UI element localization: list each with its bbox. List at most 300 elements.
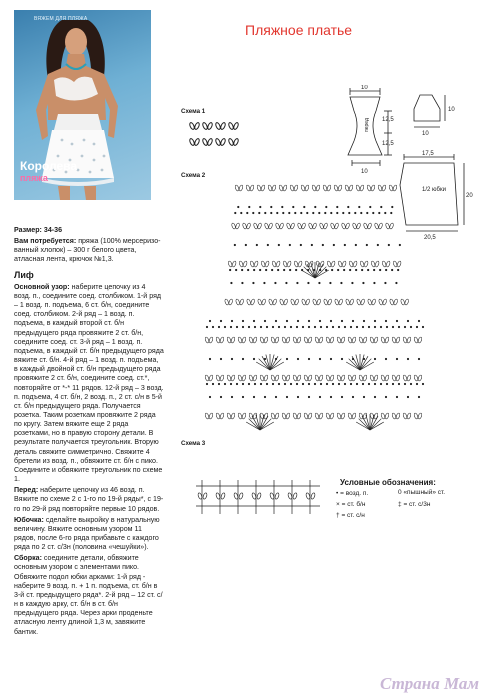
puff-stitch — [418, 337, 423, 344]
chain-stitch — [230, 326, 232, 328]
puff-stitch — [286, 223, 291, 230]
chain-stitch — [292, 206, 294, 208]
chain-stitch — [289, 269, 291, 271]
chain-stitch — [325, 206, 327, 208]
puff-stitch — [233, 138, 239, 146]
chain-stitch — [398, 383, 400, 385]
chain-stitch — [367, 269, 369, 271]
puff-stitch — [294, 261, 299, 268]
chain-stitch — [278, 326, 280, 328]
chain-stitch — [374, 358, 376, 360]
puff-stitch — [261, 185, 266, 192]
chain-stitch — [275, 320, 277, 322]
puff-stitch — [382, 261, 387, 268]
chain-stitch — [348, 212, 350, 214]
chain-stitch — [242, 358, 244, 360]
chain-stitch — [308, 396, 310, 398]
chain-stitch — [283, 269, 285, 271]
chain-stitch — [224, 383, 226, 385]
chain-stitch — [242, 396, 244, 398]
puff-stitch — [209, 375, 214, 382]
puff-stitch — [268, 223, 273, 230]
pattern-value: наберите цепочку из 4 возд. п., соедините соед. столбиком. 1-й ряд – 1 возд. п. подъема, 6 ст. б/н, соедините соед. столбиком. 2-й ряд – 1 возд. п. подъема, в каждый второй ст. б/н предыдущего ряда провяжите 2 ст. б/н, соедините соед. ст. 3-й ряд – 1 возд. п. подъема, в каждый ст. б/н предыдущего ряда вяжите ст. б/н. 4-й ряд – 1 возд. п. подъема, в каждый двойной ст. б/н предыдущего ряда провяжите 2 ст. б/н, соедините соед. ст.*, повторяйте от *-* 11 рядов. 12-й ряд – 3 возд. п. подъема, 4 ст. б/н, 2 возд. п., 2 ст. с/н в 5-й ст. б/н предыдущего ряда. Получается розетка. Таким розеткам провяжите 2 ряда по кругу. Затем вяжите еще 2 ряда розетками, но в правую сторону детали. В результате получается треугольник. Вторую деталь свяжите симметрично. Свяжите 4 бретели из возд. п., обвяжите ст. б/н с пико. Соедините и обвяжите треугольник по схеме 1. — [14, 282, 164, 484]
puff-stitch — [371, 299, 376, 306]
puff-stitch — [382, 299, 387, 306]
chain-stitch — [236, 383, 238, 385]
chain-stitch — [220, 320, 222, 322]
scheme1-diagram — [186, 118, 244, 156]
puff-stitch — [400, 299, 405, 306]
puff-stitch — [254, 261, 259, 268]
chain-stitch — [336, 206, 338, 208]
puff-stitch — [352, 223, 357, 230]
puff-stitch — [220, 375, 225, 382]
chain-stitch — [398, 326, 400, 328]
chain-stitch — [322, 244, 324, 246]
chain-stitch — [395, 282, 397, 284]
puff-stitch — [359, 413, 364, 420]
chain-stitch — [270, 206, 272, 208]
cover-top-text: ВЯЖЕМ ДЛЯ ПЛЯЖА — [34, 16, 88, 22]
chain-stitch — [372, 212, 374, 214]
puff-stitch — [360, 185, 365, 192]
chain-stitch — [286, 396, 288, 398]
chain-stitch — [270, 212, 272, 214]
chain-stitch — [341, 320, 343, 322]
chain-stitch — [360, 212, 362, 214]
p1-label: перед — [364, 118, 370, 132]
puff-stitch — [364, 261, 369, 268]
chain-stitch — [300, 244, 302, 246]
p3-right: 20 — [466, 193, 473, 199]
puff-stitch — [331, 261, 336, 268]
puff-stitch — [327, 185, 332, 192]
puff-stitch — [397, 261, 402, 268]
chain-stitch — [385, 269, 387, 271]
chain-stitch — [206, 383, 208, 385]
puff-stitch — [228, 261, 233, 268]
chain-stitch — [231, 358, 233, 360]
chain-stitch — [344, 326, 346, 328]
puff-stitch — [283, 299, 288, 306]
legend-item-tr — [398, 501, 430, 508]
chain-stitch — [418, 320, 420, 322]
puff-stitch — [403, 413, 408, 420]
puff-stitch — [242, 375, 247, 382]
puff-stitch — [337, 413, 342, 420]
chain-stitch — [285, 282, 287, 284]
chain-stitch — [294, 212, 296, 214]
puff-stitch — [207, 122, 213, 130]
chain-stitch — [252, 282, 254, 284]
puff-stitch — [367, 299, 372, 306]
puff-stitch — [239, 261, 244, 268]
puff-stitch — [315, 413, 320, 420]
chain-stitch — [319, 358, 321, 360]
scheme3-diagram — [190, 474, 330, 524]
chain-stitch — [248, 326, 250, 328]
puff-stitch — [283, 261, 288, 268]
chain-stitch — [404, 326, 406, 328]
chain-stitch — [407, 396, 409, 398]
puff-stitch — [374, 223, 379, 230]
chain-stitch — [288, 212, 290, 214]
chain-stitch — [396, 320, 398, 322]
chain-stitch — [272, 383, 274, 385]
puff-stitch — [216, 413, 221, 420]
puff-stitch — [341, 375, 346, 382]
chain-stitch — [245, 244, 247, 246]
chain-stitch — [212, 326, 214, 328]
chain-stitch — [260, 383, 262, 385]
puff-stitch — [297, 223, 302, 230]
scheme3-motif — [269, 480, 279, 514]
puff-stitch — [205, 375, 210, 382]
chain-stitch — [386, 326, 388, 328]
puff-stitch — [342, 261, 347, 268]
chain-stitch — [266, 326, 268, 328]
chain-stitch — [212, 383, 214, 385]
chain-stitch — [333, 244, 335, 246]
puff-stitch — [323, 299, 328, 306]
chain-stitch — [350, 326, 352, 328]
chain-stitch — [271, 269, 273, 271]
section-heading-lif: Лиф — [14, 269, 34, 280]
puff-stitch — [268, 299, 273, 306]
chain-stitch — [369, 206, 371, 208]
puff-stitch — [356, 299, 361, 306]
chain-stitch — [363, 396, 365, 398]
puff-stitch — [297, 413, 302, 420]
chain-stitch — [396, 396, 398, 398]
puff-stitch — [239, 299, 244, 306]
chain-stitch — [332, 383, 334, 385]
puff-stitch — [260, 337, 265, 344]
chain-stitch — [342, 212, 344, 214]
puff-stitch — [349, 261, 354, 268]
puff-stitch — [286, 375, 291, 382]
puff-stitch — [341, 337, 346, 344]
puff-stitch — [392, 413, 397, 420]
chain-stitch — [230, 383, 232, 385]
puff-stitch — [334, 223, 339, 230]
chain-stitch — [248, 206, 250, 208]
puff-stitch — [232, 261, 237, 268]
puff-stitch — [367, 185, 372, 192]
chain-stitch — [329, 282, 331, 284]
puff-stitch — [249, 375, 254, 382]
puff-stitch — [220, 122, 226, 130]
chain-stitch — [264, 320, 266, 322]
chain-stitch — [385, 320, 387, 322]
chain-stitch — [379, 269, 381, 271]
page-title: Пляжное платье — [245, 22, 353, 38]
chain-stitch — [330, 396, 332, 398]
watermark: Страна Мам — [380, 674, 480, 693]
chain-stitch — [318, 282, 320, 284]
chain-stitch — [308, 358, 310, 360]
chain-stitch — [300, 212, 302, 214]
puff-stitch — [294, 299, 299, 306]
chain-stitch — [234, 212, 236, 214]
chain-stitch — [240, 212, 242, 214]
puff-stitch — [418, 413, 423, 420]
chain-stitch — [258, 212, 260, 214]
chain-stitch — [242, 320, 244, 322]
skirt-paragraph — [14, 516, 164, 553]
chain-stitch — [341, 358, 343, 360]
chain-stitch — [338, 326, 340, 328]
puff-stitch — [220, 138, 226, 146]
puff-stitch — [271, 375, 276, 382]
chain-stitch — [351, 282, 353, 284]
puff-stitch — [381, 413, 386, 420]
puff-stitch — [305, 299, 310, 306]
chain-stitch — [307, 282, 309, 284]
p2-bottom: 10 — [422, 131, 429, 137]
puff-stitch — [327, 299, 332, 306]
triple-crochet-icon: ‡ — [398, 501, 402, 508]
chain-stitch — [324, 212, 326, 214]
legend-text: = ст. с/н — [341, 512, 365, 519]
puff-stitch — [319, 375, 324, 382]
legend-text: = ст. с/3н — [403, 501, 431, 508]
puff-stitch — [250, 185, 255, 192]
chain-stitch — [290, 326, 292, 328]
chain-stitch — [297, 396, 299, 398]
chain-stitch — [380, 206, 382, 208]
puff-stitch — [235, 223, 240, 230]
chain-stitch — [296, 326, 298, 328]
puff-stitch — [349, 299, 354, 306]
chain-stitch — [396, 358, 398, 360]
chain-stitch — [253, 358, 255, 360]
puff-stitch — [246, 223, 251, 230]
puff-stitch — [271, 413, 276, 420]
chain-stitch — [349, 269, 351, 271]
chain-stitch — [231, 320, 233, 322]
scheme2-diagram — [200, 180, 430, 440]
chain-stitch — [377, 244, 379, 246]
puff-stitch — [238, 375, 243, 382]
chain-stitch — [237, 206, 239, 208]
puff-stitch — [396, 375, 401, 382]
chain-stitch — [407, 358, 409, 360]
chain-stitch — [366, 244, 368, 246]
cover-photo — [14, 10, 151, 200]
chain-stitch — [206, 326, 208, 328]
puff-stitch — [338, 185, 343, 192]
puff-stitch — [246, 185, 251, 192]
chain-stitch — [358, 206, 360, 208]
puff-stitch — [202, 122, 208, 130]
chain-stitch — [242, 326, 244, 328]
p1-mid1: 12,5 — [382, 117, 394, 123]
chain-icon: • — [336, 490, 339, 497]
legend-item-chain — [336, 490, 368, 497]
puff-stitch — [227, 337, 232, 344]
scheme1-label: Схема 1 — [181, 108, 206, 115]
puff-stitch — [338, 299, 343, 306]
puff-stitch — [282, 413, 287, 420]
chain-stitch — [391, 269, 393, 271]
chain-stitch — [253, 320, 255, 322]
puff-stitch-icon: 0 — [398, 489, 402, 496]
chain-stitch — [320, 383, 322, 385]
puff-stitch — [334, 185, 339, 192]
scheme3-motif — [197, 480, 207, 514]
puff-stitch — [304, 337, 309, 344]
chain-stitch — [209, 358, 211, 360]
chain-stitch — [384, 282, 386, 284]
chain-stitch — [410, 383, 412, 385]
puff-stitch — [249, 413, 254, 420]
puff-stitch — [238, 413, 243, 420]
puff-stitch — [301, 185, 306, 192]
puff-stitch — [341, 223, 346, 230]
chain-stitch — [337, 269, 339, 271]
chain-stitch — [355, 244, 357, 246]
puff-stitch — [209, 413, 214, 420]
size-label: Размер: — [14, 226, 42, 234]
p3-top: 17,5 — [422, 151, 434, 157]
chain-stitch — [265, 269, 267, 271]
chain-stitch — [275, 396, 277, 398]
chain-stitch — [276, 212, 278, 214]
chain-stitch — [297, 320, 299, 322]
puff-stitch — [249, 337, 254, 344]
puff-stitch — [264, 223, 269, 230]
puff-stitch — [323, 185, 328, 192]
chain-stitch — [356, 383, 358, 385]
puff-stitch — [389, 185, 394, 192]
chain-stitch — [264, 212, 266, 214]
chain-stitch — [330, 358, 332, 360]
chain-stitch — [386, 383, 388, 385]
puff-stitch — [272, 299, 277, 306]
puff-stitch — [271, 337, 276, 344]
scheme3-motif — [305, 480, 315, 514]
chain-stitch — [378, 212, 380, 214]
puff-stitch — [319, 223, 324, 230]
chain-stitch — [286, 358, 288, 360]
scheme3-motif — [251, 480, 261, 514]
chain-stitch — [362, 383, 364, 385]
chain-stitch — [363, 320, 365, 322]
chain-stitch — [281, 206, 283, 208]
chain-stitch — [286, 320, 288, 322]
chain-stitch — [308, 326, 310, 328]
chain-stitch — [407, 320, 409, 322]
chain-stitch — [399, 244, 401, 246]
puff-stitch — [356, 223, 361, 230]
puff-stitch — [282, 375, 287, 382]
assembly-label: Сборка: — [14, 554, 42, 563]
puff-stitch — [370, 337, 375, 344]
chain-stitch — [350, 383, 352, 385]
chain-stitch — [235, 269, 237, 271]
puff-stitch — [216, 337, 221, 344]
puff-stitch — [231, 413, 236, 420]
puff-stitch — [207, 138, 213, 146]
chain-stitch — [303, 206, 305, 208]
puff-stitch — [194, 122, 200, 130]
puff-stitch — [418, 375, 423, 382]
puff-stitch — [231, 223, 236, 230]
puff-stitch — [290, 299, 295, 306]
chain-stitch — [284, 326, 286, 328]
puff-stitch — [276, 261, 281, 268]
puff-stitch — [374, 337, 379, 344]
puff-stitch — [341, 413, 346, 420]
puff-stitch — [228, 299, 233, 306]
chain-stitch — [247, 269, 249, 271]
puff-stitch — [290, 223, 295, 230]
puff-stitch — [253, 223, 258, 230]
puff-stitch — [264, 337, 269, 344]
chain-stitch — [344, 244, 346, 246]
chain-stitch — [344, 383, 346, 385]
puff-stitch — [257, 223, 262, 230]
puff-stitch — [356, 185, 361, 192]
p1-top: 10 — [361, 85, 368, 91]
chain-stitch — [241, 269, 243, 271]
legend-item-sc — [336, 501, 365, 508]
chain-stitch — [380, 326, 382, 328]
puff-stitch — [305, 261, 310, 268]
puff-stitch — [323, 223, 328, 230]
puff-stitch — [378, 223, 383, 230]
puff-stitch — [265, 261, 270, 268]
chain-stitch — [297, 358, 299, 360]
puff-stitch — [319, 413, 324, 420]
puff-stitch — [272, 185, 277, 192]
puff-stitch — [363, 223, 368, 230]
chain-stitch — [246, 212, 248, 214]
puff-stitch — [220, 492, 225, 499]
puff-stitch — [345, 223, 350, 230]
puff-stitch — [407, 337, 412, 344]
puff-stitch — [326, 337, 331, 344]
chain-stitch — [418, 358, 420, 360]
puff-stitch — [396, 413, 401, 420]
puff-stitch — [308, 337, 313, 344]
puff-stitch — [338, 261, 343, 268]
chain-stitch — [418, 396, 420, 398]
puff-stitch — [275, 413, 280, 420]
chain-stitch — [416, 326, 418, 328]
puff-stitch — [253, 375, 258, 382]
chain-stitch — [209, 320, 211, 322]
chain-stitch — [410, 326, 412, 328]
puff-stitch — [320, 261, 325, 268]
puff-stitch — [282, 337, 287, 344]
puff-stitch — [239, 185, 244, 192]
chain-stitch — [392, 383, 394, 385]
puff-stitch — [293, 375, 298, 382]
chain-stitch — [311, 244, 313, 246]
puff-stitch — [261, 261, 266, 268]
puff-stitch — [274, 492, 279, 499]
puff-stitch — [403, 337, 408, 344]
puff-stitch — [246, 299, 251, 306]
chain-stitch — [374, 326, 376, 328]
puff-stitch — [228, 138, 234, 146]
chain-stitch — [347, 206, 349, 208]
chain-stitch — [373, 269, 375, 271]
chain-stitch — [380, 383, 382, 385]
puff-stitch — [231, 337, 236, 344]
